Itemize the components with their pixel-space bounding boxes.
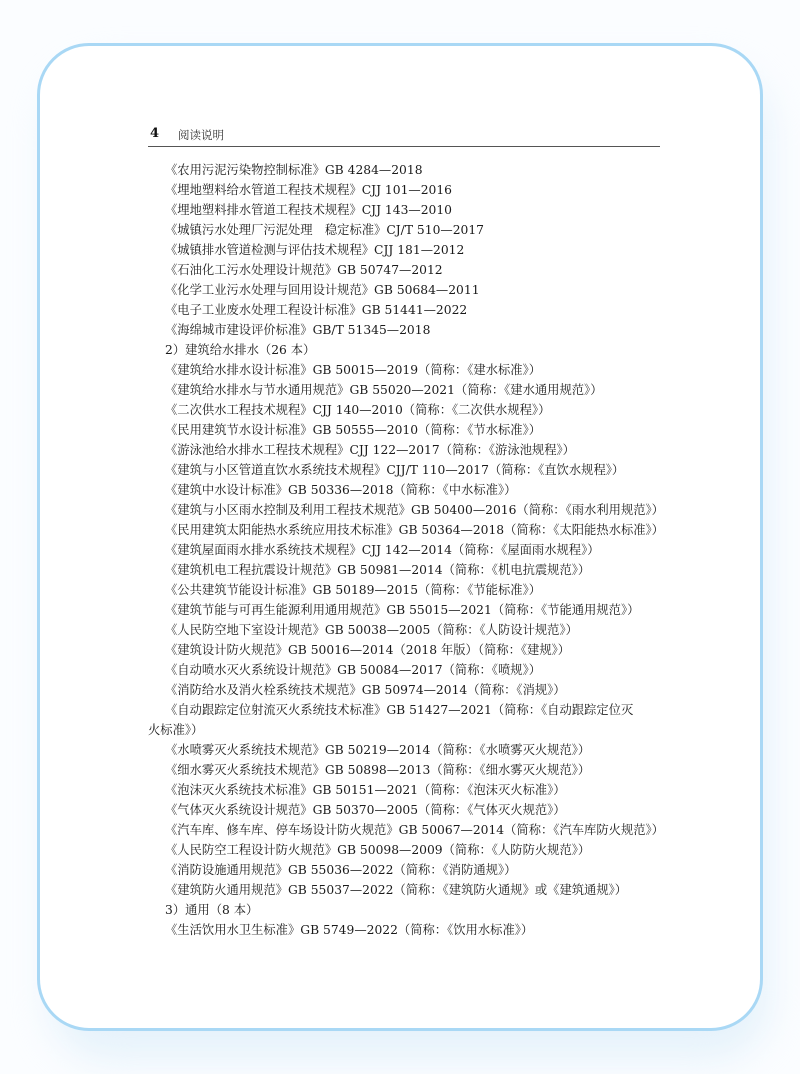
list-item: 《建筑屋面雨水排水系统技术规程》CJJ 142—2014（简称：《屋面雨水规程》）: [165, 543, 600, 557]
list-item: 《汽车库、修车库、停车场设计防火规范》GB 50067—2014（简称：《汽车库防火规范》）: [165, 823, 664, 837]
standards-list: [148, 160, 668, 940]
list-item: 《海绵城市建设评价标准》GB/T 51345—2018: [165, 323, 431, 337]
list-item: 《城镇排水管道检测与评估技术规程》CJJ 181—2012: [165, 243, 465, 257]
list-item: 《建筑给水排水与节水通用规范》GB 55020—2021（简称：《建水通用规范》）: [165, 383, 603, 397]
list-item: 《二次供水工程技术规程》CJJ 140—2010（简称：《二次供水规程》）: [165, 403, 551, 417]
list-item: 《人民防空工程设计防火规范》GB 50098—2009（简称：《人防防火规范》）: [165, 843, 591, 857]
list-item: 《埋地塑料给水管道工程技术规程》CJJ 101—2016: [165, 183, 452, 197]
list-item: 《农用污泥污染物控制标准》GB 4284—2018: [165, 163, 423, 177]
list-item: 《建筑机电工程抗震设计规范》GB 50981—2014（简称：《机电抗震规范》）: [165, 563, 591, 577]
list-item: 《民用建筑节水设计标准》GB 50555—2010（简称：《节水标准》）: [165, 423, 542, 437]
list-item: 《建筑防火通用规范》GB 55037—2022（简称：《建筑防火通规》或《建筑通规》）: [165, 883, 628, 897]
list-item: 《民用建筑太阳能热水系统应用技术标准》GB 50364—2018（简称：《太阳能热水标准》）: [165, 523, 664, 537]
list-item: 《电子工业废水处理工程设计标准》GB 51441—2022: [165, 303, 468, 317]
list-item: 《游泳池给水排水工程技术规程》CJJ 122—2017（简称：《游泳池规程》）: [165, 443, 575, 457]
list-item: 《气体灭火系统设计规范》GB 50370—2005（简称：《气体灭火规范》）: [165, 803, 566, 817]
list-item: 《化学工业污水处理与回用设计规范》GB 50684—2011: [165, 283, 480, 297]
list-item: 《石油化工污水处理设计规范》GB 50747—2012: [165, 263, 443, 277]
list-item: 《建筑与小区雨水控制及利用工程技术规范》GB 50400—2016（简称：《雨水利用规范》）: [165, 503, 664, 517]
running-title: 阅读说明: [178, 128, 224, 142]
list-item: 《生活饮用水卫生标准》GB 5749—2022（简称：《饮用水标准》）: [165, 923, 534, 937]
page-number: 4: [150, 126, 160, 141]
list-item: 《水喷雾灭火系统技术规范》GB 50219—2014（简称：《水喷雾灭火规范》）: [165, 743, 591, 757]
list-item: 《建筑与小区管道直饮水系统技术规程》CJJ/T 110—2017（简称：《直饮水规程》）: [165, 463, 625, 477]
list-item: 《建筑给水排水设计标准》GB 50015—2019（简称：《建水标准》）: [165, 363, 542, 377]
list-item: 《人民防空地下室设计规范》GB 50038—2005（简称：《人防设计规范》）: [165, 623, 578, 637]
section-heading: 3）通用（8 本）: [165, 903, 259, 917]
list-item: 《公共建筑节能设计标准》GB 50189—2015（简称：《节能标准》）: [165, 583, 542, 597]
list-item: 《城镇污水处理厂污泥处理 稳定标准》CJ/T 510—2017: [165, 223, 484, 237]
list-item: 火标准》）: [148, 723, 204, 737]
list-item: 《自动喷水灭火系统设计规范》GB 50084—2017（简称：《喷规》）: [165, 663, 542, 677]
section-heading: 2）建筑给水排水（26 本）: [165, 343, 316, 357]
list-item: 《建筑设计防火规范》GB 50016—2014（2018 年版）（简称：《建规》）: [165, 643, 571, 657]
list-item: 《埋地塑料排水管道工程技术规程》CJJ 143—2010: [165, 203, 452, 217]
page-header: [148, 124, 660, 147]
list-item: 《消防设施通用规范》GB 55036—2022（简称：《消防通规》）: [165, 863, 517, 877]
list-item: 《建筑中水设计标准》GB 50336—2018（简称：《中水标准》）: [165, 483, 517, 497]
list-item: 《泡沫灭火系统技术标准》GB 50151—2021（简称：《泡沫灭火标准》）: [165, 783, 566, 797]
list-item: 《消防给水及消火栓系统技术规范》GB 50974—2014（简称：《消规》）: [165, 683, 566, 697]
list-item: 《建筑节能与可再生能源利用通用规范》GB 55015—2021（简称：《节能通用规范》）: [165, 603, 640, 617]
list-item: 《细水雾灭火系统技术规范》GB 50898—2013（简称：《细水雾灭火规范》）: [165, 763, 591, 777]
list-item: 《自动跟踪定位射流灭火系统技术标准》GB 51427—2021（简称：《自动跟踪定位灭: [165, 703, 634, 717]
